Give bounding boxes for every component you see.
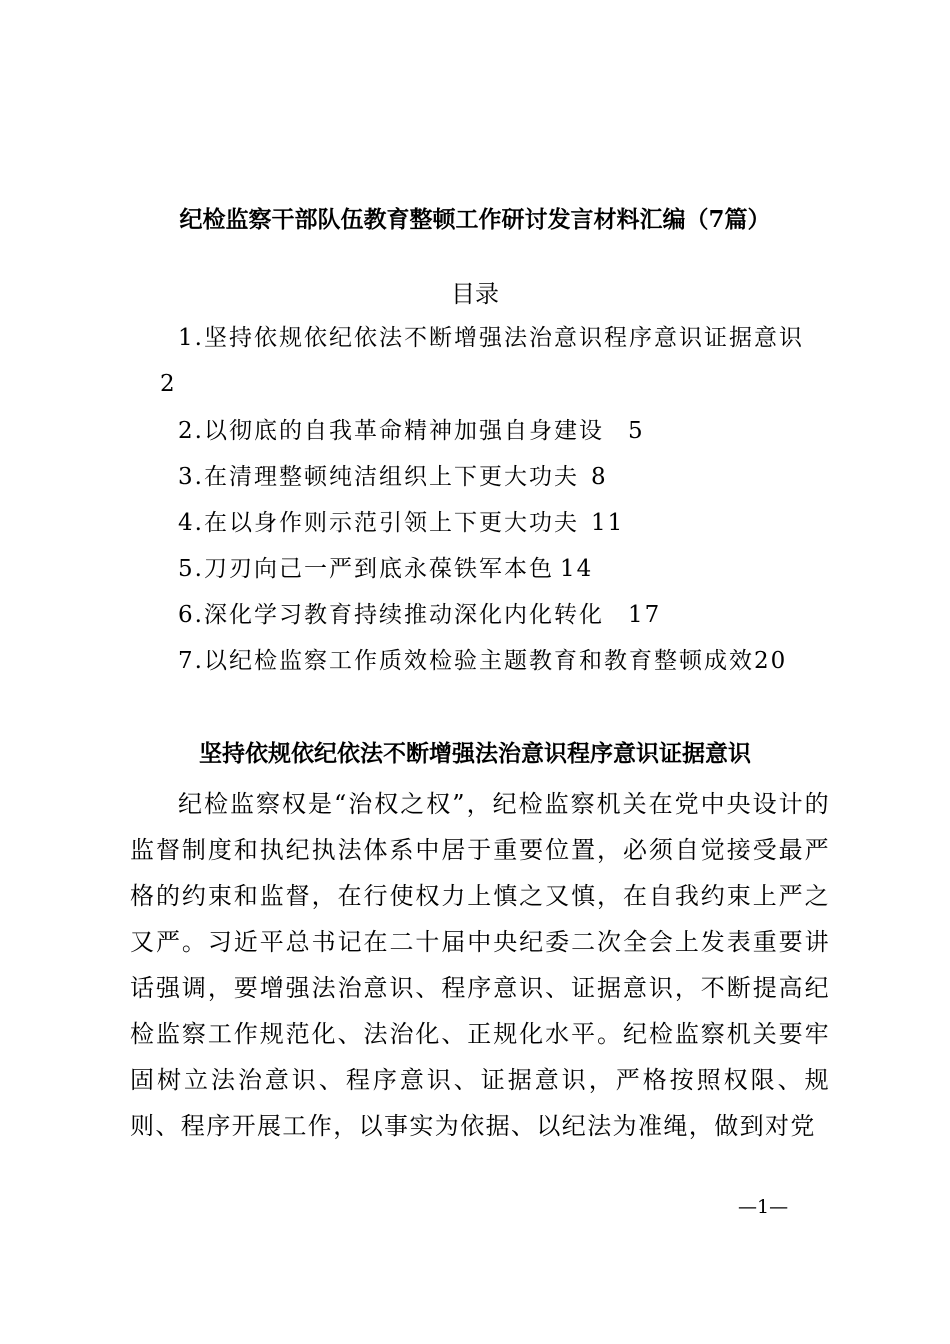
toc-entry-label: 3.在清理整顿纯洁组织上下更大功夫 [178,464,579,490]
toc-entry-page: 14 [559,556,594,582]
document-title: 纪检监察干部队伍教育整顿工作研讨发言材料汇编（7篇） [179,206,771,233]
toc-entry [178,549,593,589]
toc-entry [178,503,624,543]
toc-entry-label: 7.以纪检监察工作质效检验主题教育和教育整顿成效 [178,648,754,674]
toc-entry [178,595,661,635]
page-number: —1— [738,1196,789,1218]
toc-entry-page: 17 [627,602,662,628]
toc-entry [178,457,608,497]
toc-entry [178,641,787,681]
toc-entry-label: 5.刀刃向己一严到底永葆铁军本色 [178,556,554,582]
toc-entry-page: 5 [627,418,645,444]
toc-entry-label: 1.坚持依规依纪依法不断增强法治意识程序意识证据意识 [178,325,804,351]
toc-heading: 目录 [451,280,499,308]
toc-entry-label: 2.以彻底的自我革命精神加强自身建设 [178,418,604,444]
toc-entry-page: 8 [590,464,608,490]
toc-entry-page: 20 [753,648,788,674]
toc-entry-page: 11 [590,510,625,536]
section-title: 坚持依规依纪依法不断增强法治意识程序意识证据意识 [199,740,751,767]
toc-entry-page: 2 [160,371,175,397]
toc-entry [178,411,645,451]
toc-entry-label: 6.深化学习教育持续推动深化内化转化 [178,602,604,628]
toc-entry-label: 4.在以身作则示范引领上下更大功夫 [178,510,579,536]
body-paragraph: 纪检监察权是“治权之权”，纪检监察机关在党中央设计的监督制度和执纪执法体系中居于重要位置，必须自觉接受最严格的约束和监督，在行使权力上慎之又慎，在自我约束上严之又严。习近平总书记在二十届中央纪委二次全会上发表重要讲话强调，要增强法治意识、程序意识、证据意识，不断提高纪检监察工作规范化、法治化、正规化水平。纪检监察机关要牢固树立法治意识、程序意识、证据意识，严格按照权限、规则、程序开展工作，以事实为依据、以纪法为准绳，做到对党 [130,790,830,1140]
toc-entry [178,318,804,358]
